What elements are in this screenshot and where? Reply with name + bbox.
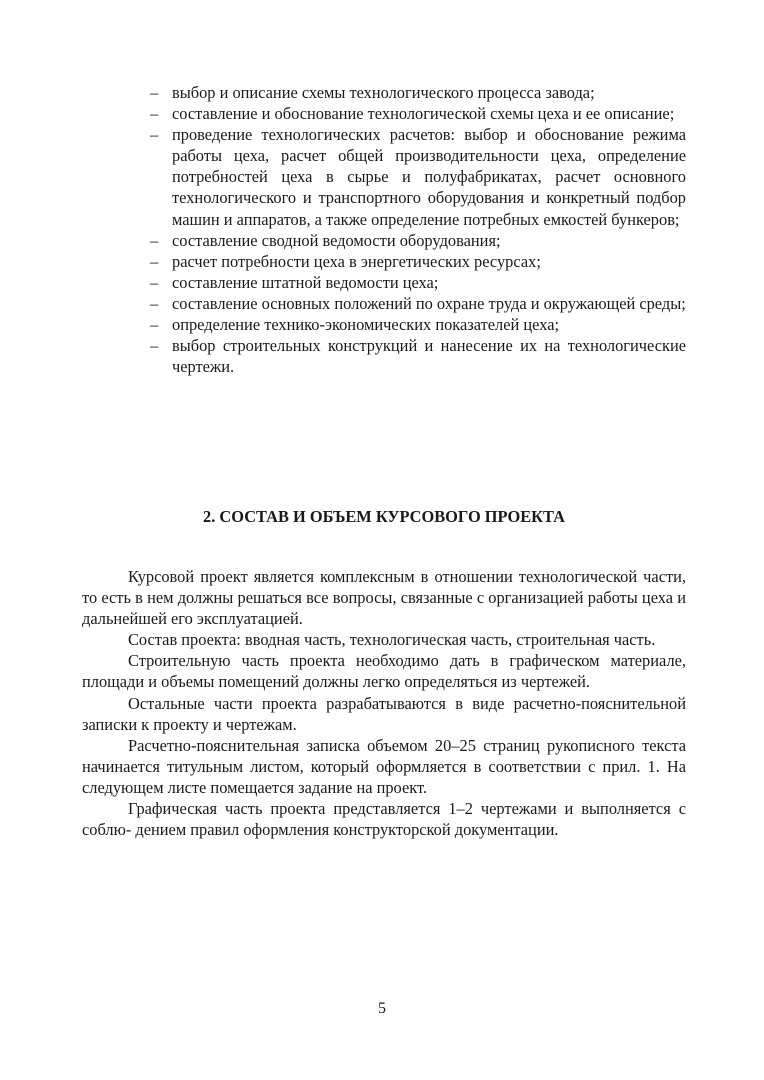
list-item-text: составление основных положений по охране труда и окружающей среды; [172,293,686,313]
paragraph: Остальные части проекта разрабатываются в виде расчетно-пояснительной записки к проекту и чертежам. [82,693,686,734]
dash-marker: – [150,83,159,102]
list-item-text: проведение технологических расчетов: выбор и обоснование режима работы цеха, расчет общей производительности цеха, определение потребностей цеха в сырье и полуфабрикатах, расчет основного технологического и транспортного оборудования и конкретный подбор машин и аппаратов, а также определение потребных емкостей бункеров; [172,125,686,229]
list-item-text: выбор строительных конструкций и нанесение их на технологические чертежи. [172,336,686,377]
list-item-text: расчет потребности цеха в энергетических ресурсах; [172,251,541,271]
paragraph: Расчетно-пояснительная записка объемом 20–25 страниц рукописного текста начинается титульным листом, который оформляется в соответствии с прил. 1. На следующем листе помещается задание на проект. [82,735,686,797]
page-number: 5 [378,1000,386,1017]
list-item [150,103,686,124]
list-item [150,335,686,377]
paragraph: Графическая часть проекта представляется 1–2 чертежами и выполняется с соблю- дением правил оформления конструкторской документации. [82,799,686,840]
dash-marker: – [150,272,159,292]
paragraph: Курсовой проект является комплексным в отношении технологической части, то есть в нем должны решаться все вопросы, связанные с организацией работы цеха и дальнейшей его эксплуатацией. [82,567,686,629]
dash-marker: – [150,125,159,145]
paragraph: Строительную часть проекта необходимо дать в графическом материале, площади и объемы помещений должны легко определяться из чертежей. [82,651,686,692]
requirements-list [150,82,686,377]
list-item-text: составление и обоснование технологической схемы цеха и ее описание; [172,104,675,124]
dash-marker: – [150,293,159,313]
list-item [150,124,686,229]
paragraph: Состав проекта: вводная часть, технологическая часть, строительная часть. [128,630,656,650]
dash-marker: – [150,315,159,335]
list-item-text: определение технико-экономических показателей цеха; [172,315,560,335]
list-item-text: составление сводной ведомости оборудования; [172,230,501,250]
dash-marker: – [150,251,159,271]
section-heading: 2. СОСТАВ И ОБЪЕМ КУРСОВОГО ПРОЕКТА [203,507,565,526]
list-item [150,251,686,272]
list-item [150,293,686,314]
list-item [150,314,686,335]
dash-marker: – [150,336,159,356]
list-item [150,272,686,293]
dash-marker: – [150,104,159,124]
list-item [150,82,686,103]
body-text [82,566,686,840]
list-item-text: составление штатной ведомости цеха; [172,272,439,292]
dash-marker: – [150,230,159,250]
list-item [150,230,686,251]
list-item-text: выбор и описание схемы технологического процесса завода; [172,83,595,102]
